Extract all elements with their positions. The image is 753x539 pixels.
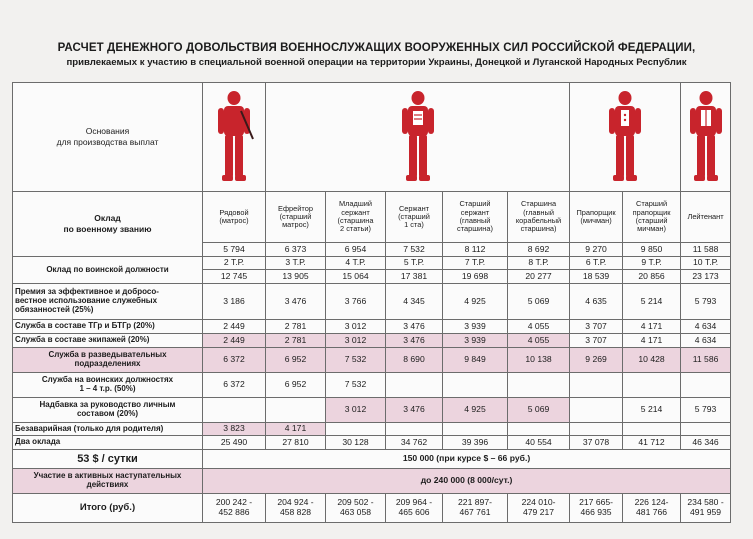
tg-value: 3 012 <box>326 320 386 334</box>
total-value: 224 010- 479 217 <box>508 494 570 523</box>
total-row <box>13 494 731 523</box>
rank-salary-value: 8 112 <box>443 243 508 257</box>
two-salary-value: 34 762 <box>386 436 443 450</box>
figure-cell-lieutenant <box>681 83 731 192</box>
premium-value: 3 186 <box>203 284 266 320</box>
leadership-row <box>13 398 731 423</box>
page-subtitle: привлекаемых к участию в специальной военной операции на территории Украины, Донецкой и Луганской Народных Республик <box>66 57 687 68</box>
military-position-value <box>623 373 681 398</box>
active-participation-label: Участие в активных наступательных действиях <box>13 469 203 494</box>
military-position-value <box>508 373 570 398</box>
crew-value: 2 781 <box>266 334 326 348</box>
two-salary-value: 46 346 <box>681 436 731 450</box>
rank-name: Младший сержант (старшина 2 статьи) <box>326 192 386 243</box>
accident-free-value: 3 823 <box>203 423 266 436</box>
total-value: 209 502 - 463 058 <box>326 494 386 523</box>
rank-salary-value: 6 954 <box>326 243 386 257</box>
active-participation-row <box>13 469 731 494</box>
two-salary-value: 39 396 <box>443 436 508 450</box>
recon-value: 9 849 <box>443 348 508 373</box>
recon-label: Служба в разведывательных подразделениях <box>13 348 203 373</box>
tg-value: 4 171 <box>623 320 681 334</box>
daily-value: 150 000 (при курсе $ – 66 руб.) <box>203 450 731 469</box>
two-salary-value: 30 128 <box>326 436 386 450</box>
figure-cell-private <box>203 83 266 192</box>
tg-value: 3 707 <box>570 320 623 334</box>
position-salary-value: 20 277 <box>508 270 570 284</box>
military-position-value <box>386 373 443 398</box>
active-participation-value: до 240 000 (8 000/сут.) <box>203 469 731 494</box>
leadership-value <box>266 398 326 423</box>
recon-row <box>13 348 731 373</box>
premium-value: 5 793 <box>681 284 731 320</box>
military-position-value <box>570 373 623 398</box>
position-salary-value: 17 381 <box>386 270 443 284</box>
recon-value: 7 532 <box>326 348 386 373</box>
two-salary-value: 40 554 <box>508 436 570 450</box>
accident-free-label: Безаварийная (только для родителя) <box>13 423 203 436</box>
soldier-figure-ensign <box>602 89 648 185</box>
rank-salary-value: 7 532 <box>386 243 443 257</box>
rank-salary-value: 5 794 <box>203 243 266 257</box>
total-value: 217 665- 466 935 <box>570 494 623 523</box>
tg-value: 3 939 <box>443 320 508 334</box>
accident-free-value <box>443 423 508 436</box>
recon-value: 11 586 <box>681 348 731 373</box>
accident-free-value <box>681 423 731 436</box>
rank-name: Рядовой (матрос) <box>203 192 266 243</box>
leadership-value: 3 476 <box>386 398 443 423</box>
figures-row <box>13 83 731 192</box>
tariff-value: 3 Т.Р. <box>266 257 326 270</box>
crew-label: Служба в составе экипажей (20%) <box>13 334 203 348</box>
tg-row <box>13 320 731 334</box>
total-value: 234 580 - 491 959 <box>681 494 731 523</box>
position-salary-value: 15 064 <box>326 270 386 284</box>
pay-table <box>12 82 731 523</box>
page-title: РАСЧЕТ ДЕНЕЖНОГО ДОВОЛЬСТВИЯ ВОЕННОСЛУЖАЩИХ ВООРУЖЕННЫХ СИЛ РОССИЙСКОЙ ФЕДЕРАЦИИ, <box>57 42 696 54</box>
premium-row <box>13 284 731 320</box>
rank-name: Старший сержант (главный старшина) <box>443 192 508 243</box>
military-position-label: Служба на воинских должностях 1 – 4 т.р. (50%) <box>13 373 203 398</box>
military-position-value <box>681 373 731 398</box>
tariff-value: 7 Т.Р. <box>443 257 508 270</box>
crew-value: 2 449 <box>203 334 266 348</box>
crew-value: 4 634 <box>681 334 731 348</box>
military-position-value: 6 952 <box>266 373 326 398</box>
position-salary-label: Оклад по воинской должности <box>13 257 203 284</box>
total-value: 204 924 - 458 828 <box>266 494 326 523</box>
rank-salary-value: 6 373 <box>266 243 326 257</box>
leadership-value: 5 214 <box>623 398 681 423</box>
rank-salary-value: 9 270 <box>570 243 623 257</box>
premium-value: 5 069 <box>508 284 570 320</box>
crew-value: 3 476 <box>386 334 443 348</box>
premium-value: 4 635 <box>570 284 623 320</box>
total-label: Итого (руб.) <box>13 494 203 523</box>
tariff-value: 5 Т.Р. <box>386 257 443 270</box>
crew-value: 4 171 <box>623 334 681 348</box>
two-salary-label: Два оклада <box>13 436 203 450</box>
premium-value: 4 925 <box>443 284 508 320</box>
recon-value: 6 372 <box>203 348 266 373</box>
recon-value: 9 269 <box>570 348 623 373</box>
tg-value: 2 781 <box>266 320 326 334</box>
soldier-figure-sergeant <box>395 89 441 185</box>
rank-salary-label <box>13 192 203 257</box>
two-salary-value: 27 810 <box>266 436 326 450</box>
tariff-value: 10 Т.Р. <box>681 257 731 270</box>
premium-value: 3 476 <box>266 284 326 320</box>
position-salary-value: 23 173 <box>681 270 731 284</box>
position-salary-value: 12 745 <box>203 270 266 284</box>
total-value: 200 242 - 452 886 <box>203 494 266 523</box>
tariff-value: 6 Т.Р. <box>570 257 623 270</box>
tariff-value: 9 Т.Р. <box>623 257 681 270</box>
tg-value: 2 449 <box>203 320 266 334</box>
total-value: 226 124- 481 766 <box>623 494 681 523</box>
tg-value: 3 476 <box>386 320 443 334</box>
leadership-value: 5 793 <box>681 398 731 423</box>
rank-salary-value: 8 692 <box>508 243 570 257</box>
total-value: 221 897- 467 761 <box>443 494 508 523</box>
recon-value: 6 952 <box>266 348 326 373</box>
tariff-value: 2 Т.Р. <box>203 257 266 270</box>
leadership-value <box>203 398 266 423</box>
rank-name: Прапорщик (мичман) <box>570 192 623 243</box>
accident-free-value <box>508 423 570 436</box>
leadership-value: 5 069 <box>508 398 570 423</box>
premium-value: 5 214 <box>623 284 681 320</box>
daily-row <box>13 450 731 469</box>
rank-salary-label-text: Оклад по военному званию <box>63 212 152 234</box>
leadership-value <box>570 398 623 423</box>
tariff-value: 8 Т.Р. <box>508 257 570 270</box>
rank-name: Старшина (главный корабельный старшина) <box>508 192 570 243</box>
crew-value: 4 055 <box>508 334 570 348</box>
military-position-row <box>13 373 731 398</box>
recon-value: 10 428 <box>623 348 681 373</box>
rank-name: Сержант (старший 1 ста) <box>386 192 443 243</box>
rank-name: Лейтенант <box>681 192 731 243</box>
rank-salary-value: 11 588 <box>681 243 731 257</box>
basis-label-text: Основания для производства выплат <box>56 125 159 147</box>
rank-salary-value: 9 850 <box>623 243 681 257</box>
rank-names-row <box>13 192 731 243</box>
tg-value: 4 634 <box>681 320 731 334</box>
tg-label: Служба в составе ТГр и БТГр (20%) <box>13 320 203 334</box>
accident-free-value: 4 171 <box>266 423 326 436</box>
leadership-value: 3 012 <box>326 398 386 423</box>
soldier-figure-lieutenant <box>683 89 729 185</box>
recon-value: 8 690 <box>386 348 443 373</box>
crew-value: 3 939 <box>443 334 508 348</box>
two-salary-value: 37 078 <box>570 436 623 450</box>
leadership-label: Надбавка за руководство личным составом (20%) <box>13 398 203 423</box>
two-salary-value: 41 712 <box>623 436 681 450</box>
rank-name: Старший прапорщик (старший мичман) <box>623 192 681 243</box>
tariff-value: 4 Т.Р. <box>326 257 386 270</box>
crew-value: 3 707 <box>570 334 623 348</box>
leadership-value: 4 925 <box>443 398 508 423</box>
position-salary-value: 13 905 <box>266 270 326 284</box>
tariff-row <box>13 257 731 270</box>
premium-value: 3 766 <box>326 284 386 320</box>
basis-label <box>13 83 203 192</box>
daily-label: 53 $ / сутки <box>13 450 203 469</box>
accident-free-value <box>570 423 623 436</box>
two-salary-row <box>13 436 731 450</box>
total-value: 209 964 - 465 606 <box>386 494 443 523</box>
military-position-value: 7 532 <box>326 373 386 398</box>
soldier-figure-private <box>211 89 257 185</box>
tg-value: 4 055 <box>508 320 570 334</box>
two-salary-value: 25 490 <box>203 436 266 450</box>
position-salary-value: 20 856 <box>623 270 681 284</box>
premium-value: 4 345 <box>386 284 443 320</box>
military-position-value <box>443 373 508 398</box>
position-salary-value: 19 698 <box>443 270 508 284</box>
recon-value: 10 138 <box>508 348 570 373</box>
accident-free-value <box>623 423 681 436</box>
accident-free-value <box>386 423 443 436</box>
accident-free-value <box>326 423 386 436</box>
crew-row <box>13 334 731 348</box>
position-salary-value: 18 539 <box>570 270 623 284</box>
figure-cell-sergeant <box>266 83 570 192</box>
military-position-value: 6 372 <box>203 373 266 398</box>
crew-value: 3 012 <box>326 334 386 348</box>
figure-cell-ensign <box>570 83 681 192</box>
rank-name: Ефрейтор (старший матрос) <box>266 192 326 243</box>
accident-free-row <box>13 423 731 436</box>
premium-label: Премия за эффективное и добросо- вестное использование служебных обязанностей (25%) <box>13 284 203 320</box>
